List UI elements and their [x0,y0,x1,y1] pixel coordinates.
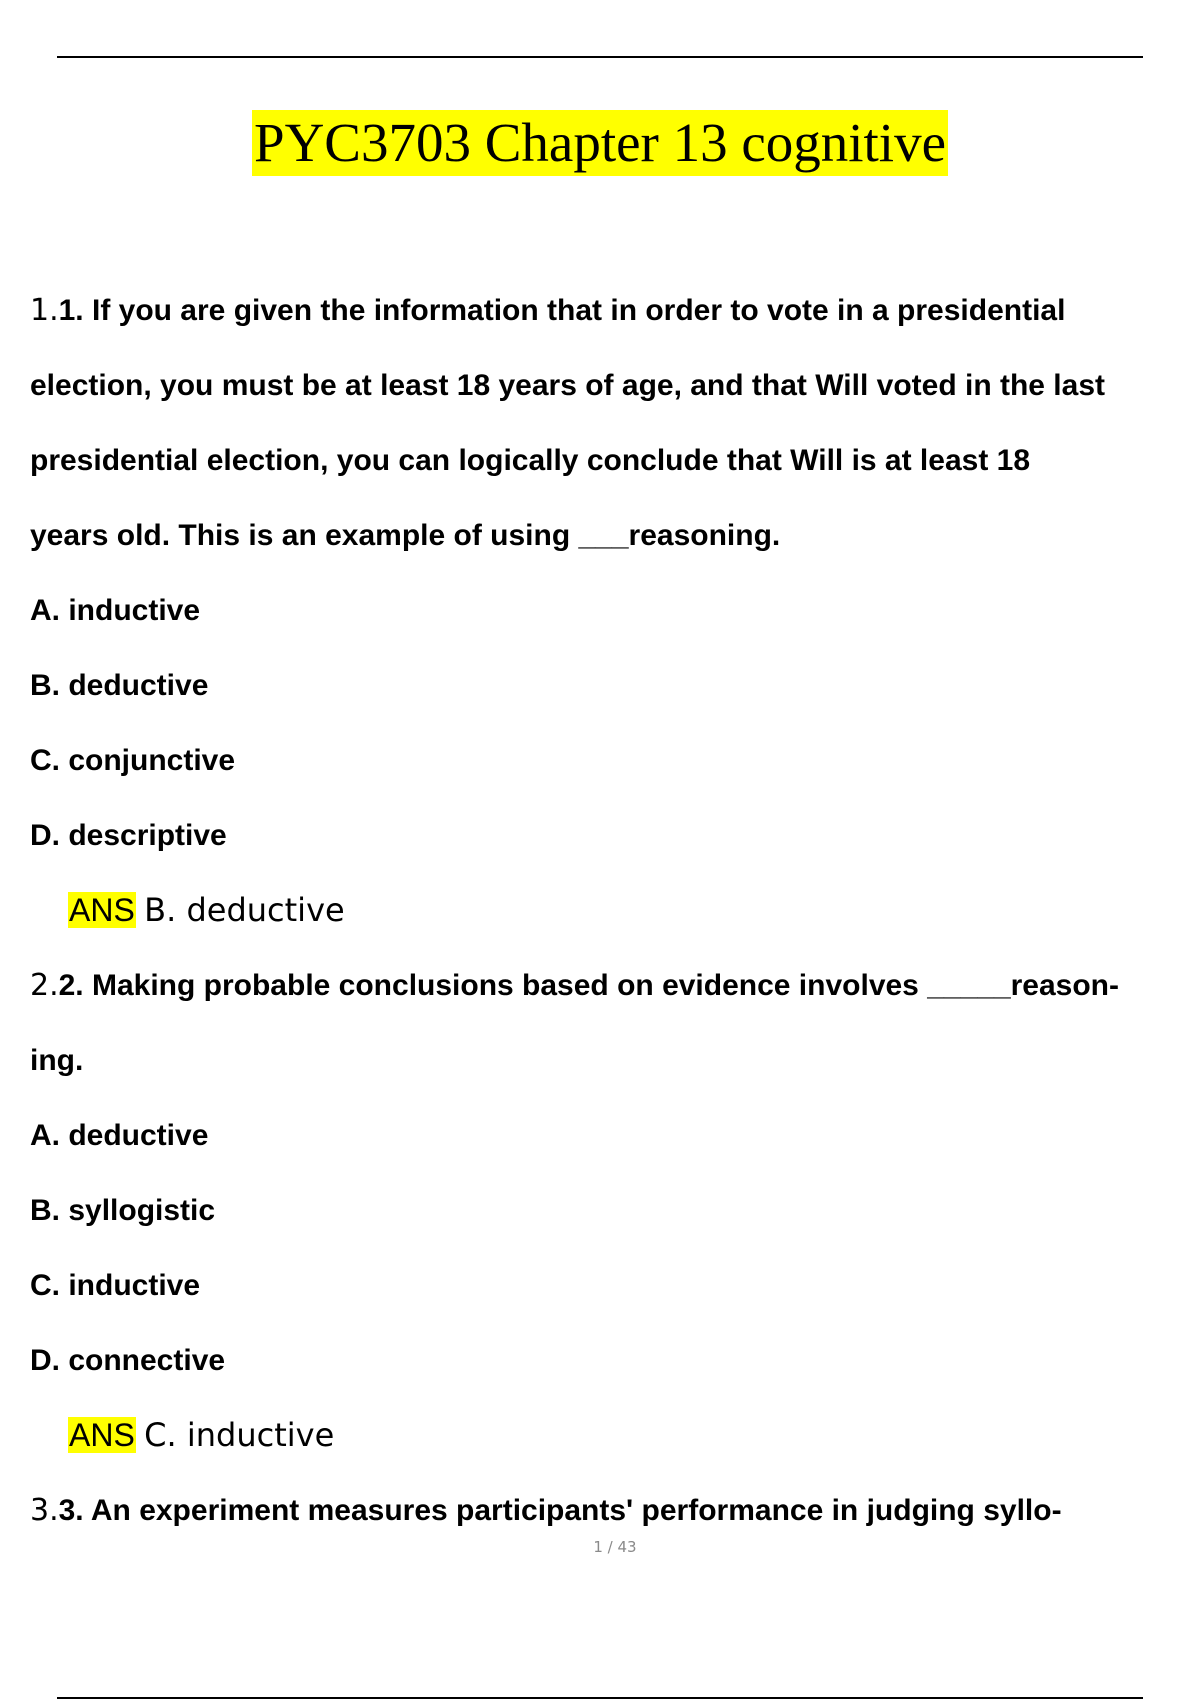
question-number: 3. [30,1493,59,1528]
question-number: 1. [30,293,59,328]
option-a: A. deductive [30,1119,209,1152]
bottom-rule [57,1697,1143,1699]
question-1-line-2: election, you must be at least 18 years of age, and that Will voted in the last [30,369,1106,402]
answer-text: C. inductive [144,1416,335,1454]
page-indicator: 1 / 43 [593,1538,637,1556]
question-2-line-1 [30,948,1200,1023]
answer-tag: ANS [69,1417,135,1453]
option-a: A. inductive [30,594,201,627]
question-text: 1. If you are given the information that in order to vote in a presidential [58,294,1066,327]
question-list [30,273,1200,1548]
question-1-line-3: presidential election, you can logically conclude that Will is at least 18 [30,444,1031,477]
option-d: D. connective [30,1344,226,1377]
option-c: C. inductive [30,1269,201,1302]
option-d: D. descriptive [30,819,227,852]
answer-text: B. deductive [144,891,345,929]
answer-tag: ANS [69,892,135,928]
question-1-line-4: years old. This is an example of using ___reasoning. [30,519,781,552]
answer-line [30,1398,1200,1473]
option-b: B. syllogistic [30,1194,216,1227]
question-3-line-1 [30,1473,1200,1548]
question-2-line-2: ing. [30,1044,84,1077]
question-text: 2. Making probable conclusions based on evidence involves _____reason- [58,969,1119,1002]
question-text: 3. An experiment measures participants' performance in judging syllo- [58,1494,1062,1527]
option-b: B. deductive [30,669,209,702]
answer-line [30,873,1200,948]
option-c: C. conjunctive [30,744,236,777]
top-rule [57,56,1143,58]
title-container [0,110,1200,176]
question-1-line-1 [30,273,1200,348]
question-number: 2. [30,968,59,1003]
page-title: PYC3703 Chapter 13 cognitive [252,110,948,176]
